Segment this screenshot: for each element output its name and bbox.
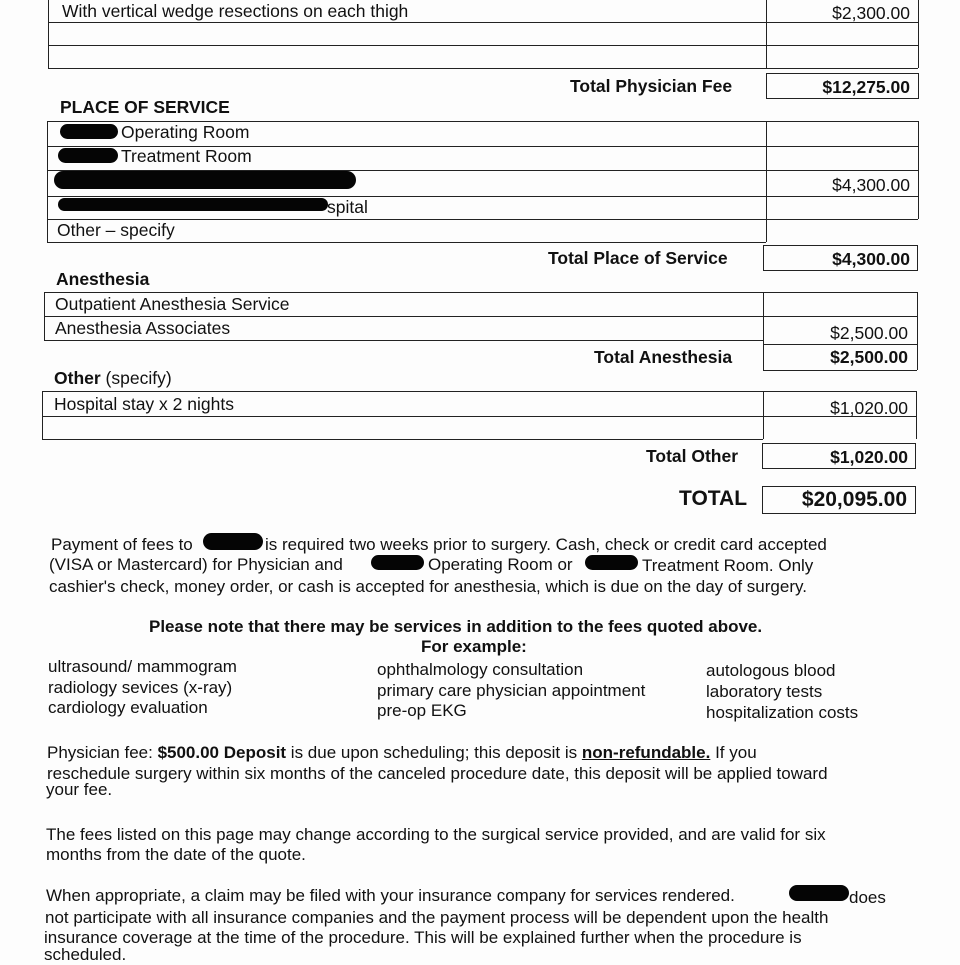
pos-row-amount: $4,300.00 <box>832 175 910 195</box>
example-item: primary care physician appointment <box>377 681 646 700</box>
table-row-divider <box>44 340 763 341</box>
grand-total-label: TOTAL <box>679 487 748 510</box>
payment-line-2a: (VISA or Mastercard) for Physician and <box>49 555 343 574</box>
deposit-line-2: reschedule surgery within six months of the canceled procedure date, this deposit will be applied toward <box>47 764 828 783</box>
example-item: hospitalization costs <box>706 703 859 722</box>
table-row-divider <box>47 219 918 220</box>
table-column-divider <box>763 292 764 370</box>
deposit-line-1-end: If you <box>710 743 757 762</box>
example-item: radiology sevices (x-ray) <box>48 678 233 697</box>
table-row-divider <box>47 196 918 197</box>
note-subtitle: For example: <box>421 637 527 656</box>
payment-line-3: cashier's check, money order, or cash is accepted for anesthesia, which is due on the day of surgery. <box>49 577 807 596</box>
redaction-mark <box>371 555 424 570</box>
anesthesia-row-label: Anesthesia Associates <box>55 318 231 338</box>
table-border-left <box>44 292 45 340</box>
total-anesthesia-amount: $2,500.00 <box>830 347 908 367</box>
total-anesthesia-box-bottom <box>763 370 917 371</box>
place-of-service-heading: PLACE OF SERVICE <box>60 97 230 117</box>
payment-line-2c: Treatment Room. Only <box>642 556 814 575</box>
claim-line-3: insurance coverage at the time of the procedure. This will be explained further when the procedure is <box>44 928 802 947</box>
table-column-divider <box>763 391 764 439</box>
physician-row-label: With vertical wedge resections on each thigh <box>62 1 409 21</box>
redaction-mark <box>54 171 356 189</box>
anesthesia-heading: Anesthesia <box>56 269 150 289</box>
table-border-right <box>918 0 919 68</box>
redaction-mark <box>58 198 328 211</box>
claim-line-2: not participate with all insurance companies and the payment process will be dependent upon the health <box>45 908 829 927</box>
claim-line-1a: When appropriate, a claim may be filed with your insurance company for services rendered. <box>46 886 735 905</box>
table-border-right <box>917 292 918 370</box>
total-place-of-service-label: Total Place of Service <box>548 248 728 268</box>
table-row-divider <box>48 45 918 46</box>
deposit-line-3: your fee. <box>46 780 113 799</box>
other-heading-bold: Other <box>54 368 101 388</box>
deposit-prefix: Physician fee: <box>47 743 158 762</box>
total-anesthesia-box-top <box>763 344 917 345</box>
example-item: autologous blood <box>706 661 836 680</box>
table-border-left <box>47 121 48 242</box>
table-row-divider <box>42 391 916 392</box>
table-border-right <box>916 391 917 439</box>
table-row-divider <box>48 68 918 69</box>
fees-line-2: months from the date of the quote. <box>46 845 306 864</box>
claim-line-4: scheduled. <box>44 945 127 964</box>
claim-line-1b: does <box>849 888 886 907</box>
table-border-right <box>918 121 919 219</box>
table-row-divider <box>47 242 766 243</box>
payment-line-1a: Payment of fees to <box>51 535 193 554</box>
example-item: pre-op EKG <box>377 701 467 720</box>
total-other-amount: $1,020.00 <box>830 447 908 467</box>
pos-row-label: Treatment Room <box>121 146 252 166</box>
redaction-mark <box>60 124 118 139</box>
note-title: Please note that there may be services in addition to the fees quoted above. <box>149 617 763 636</box>
total-place-of-service-amount: $4,300.00 <box>832 249 910 269</box>
non-refundable-notice: non-refundable. <box>581 743 711 762</box>
example-item: laboratory tests <box>706 682 823 701</box>
redaction-mark <box>203 533 263 550</box>
pos-row-label: spital <box>327 197 368 217</box>
grand-total-amount: $20,095.00 <box>801 488 907 511</box>
total-physician-fee-label: Total Physician Fee <box>570 76 733 96</box>
example-item: ophthalmology consultation <box>377 660 584 679</box>
deposit-line-1 <box>47 743 757 763</box>
anesthesia-row-label: Outpatient Anesthesia Service <box>55 294 290 314</box>
redaction-mark <box>585 555 638 570</box>
example-item: cardiology evaluation <box>48 698 208 717</box>
anesthesia-row-amount: $2,500.00 <box>830 323 908 343</box>
table-column-divider <box>766 0 767 68</box>
payment-line-1b: is required two weeks prior to surgery. Cash, check or credit card accepted <box>265 535 827 554</box>
other-heading <box>54 368 172 389</box>
redaction-mark <box>58 148 118 163</box>
pos-row-label: Operating Room <box>121 122 250 142</box>
other-row-label: Hospital stay x 2 nights <box>54 394 234 414</box>
deposit-mid: is due upon scheduling; this deposit is <box>286 743 582 762</box>
table-border-left <box>48 0 49 68</box>
other-row-amount: $1,020.00 <box>830 398 908 418</box>
table-row-divider <box>44 316 917 317</box>
other-heading-suffix: (specify) <box>100 368 172 388</box>
example-item: ultrasound/ mammogram <box>48 657 237 676</box>
total-anesthesia-label: Total Anesthesia <box>594 347 733 367</box>
table-column-divider <box>766 121 767 242</box>
physician-row-amount: $2,300.00 <box>832 3 910 23</box>
total-physician-fee-amount: $12,275.00 <box>822 77 910 97</box>
total-other-label: Total Other <box>646 446 739 466</box>
payment-line-2b: Operating Room or <box>428 555 573 574</box>
deposit-amount: $500.00 Deposit <box>157 743 287 762</box>
table-row-divider <box>48 22 918 23</box>
fees-line-1: The fees listed on this page may change according to the surgical service provided, and are valid for six <box>46 825 826 844</box>
table-row-divider <box>42 416 916 417</box>
pos-row-label: Other – specify <box>57 220 175 240</box>
table-row-divider <box>44 292 917 293</box>
redaction-mark <box>789 885 849 901</box>
table-row-divider <box>42 439 763 440</box>
table-border-left <box>42 391 43 439</box>
